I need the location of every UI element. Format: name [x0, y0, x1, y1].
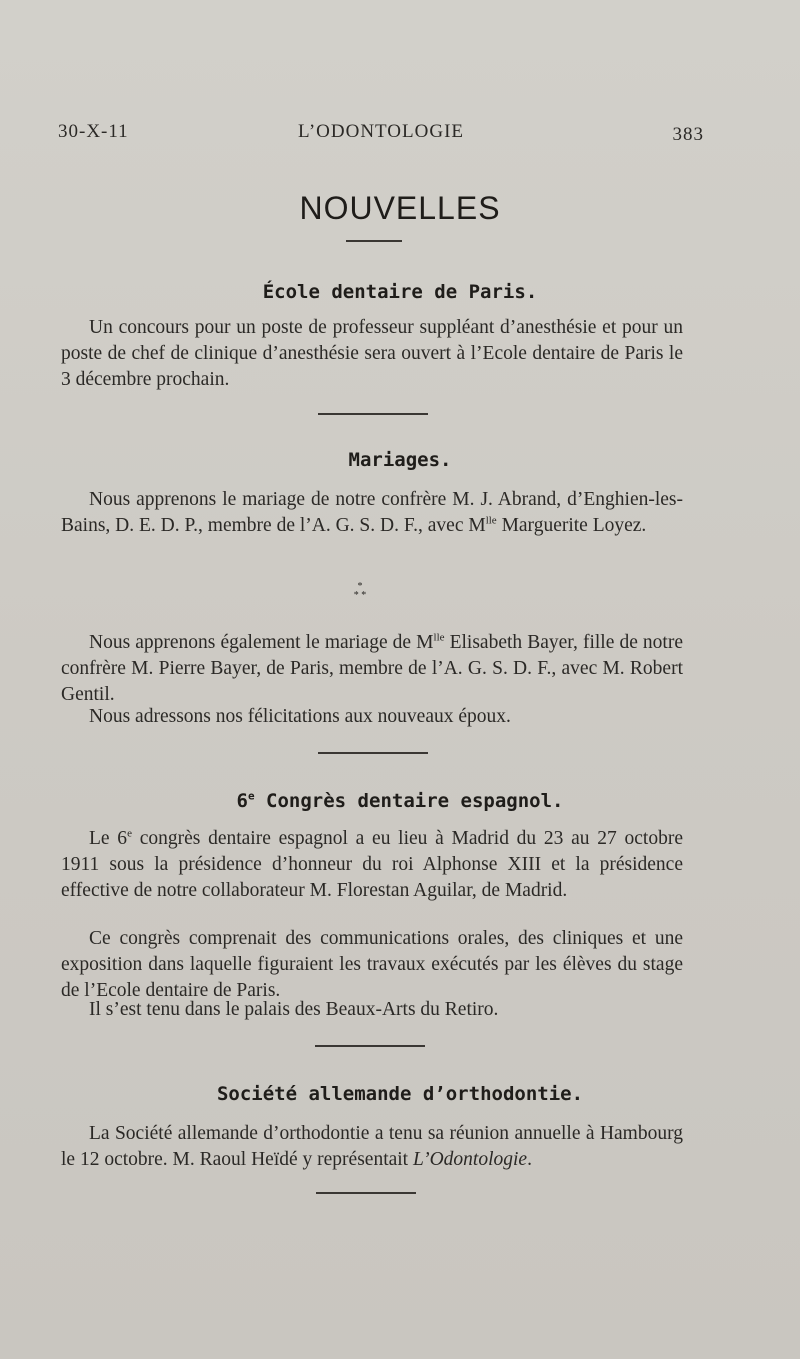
page-title: NOUVELLES [299, 190, 501, 226]
running-header [58, 121, 704, 151]
paragraph-ecole: Un concours pour un poste de professeur suppléant d’anesthésie et pour un poste de chef de clinique d’anesthésie sera ouvert à l’Ecole dentaire de Paris le 3 décembre prochain. [61, 317, 683, 390]
section-title-congres: 6e Congrès dentaire espagnol. [236, 789, 564, 812]
paragraph-felicitations: Nous adressons nos félicitations aux nouveaux époux. [89, 706, 511, 727]
section-title-orthodontie: Société allemande d’orthodontie. [216, 1083, 584, 1105]
section-title-mariages: Mariages. [348, 449, 452, 471]
header-date: 30-X-11 [58, 121, 129, 142]
paragraph-congres-programme: Ce congrès comprenait des communications orales, des cliniques et une exposition dans laquelle figuraient les travaux exécutés par les élèves du stage de l’Ecole dentaire de Paris. [61, 928, 683, 1001]
paragraph-congres-lieu: Le 6e congrès dentaire espagnol a eu lieu à Madrid du 23 au 27 octobre 1911 sous la présidence d’honneur du roi Alphonse XIII et la présidence effective de notre collaborateur M. Florestan Aguilar, de Madrid. [61, 827, 683, 901]
page-number: 383 [672, 124, 704, 145]
paragraph-orthodontie: La Société allemande d’orthodontie a tenu sa réunion annuelle à Hambourg le 12 octobre. M. Raoul Heïdé y représentait L’Odontologie. [61, 1123, 683, 1170]
section-divider-4 [316, 1192, 416, 1194]
header-journal-title: L’ODONTOLOGIE [297, 121, 465, 142]
section-divider-3 [315, 1045, 425, 1047]
title-rule [346, 240, 402, 242]
section-title-ecole: École dentaire de Paris. [262, 281, 538, 303]
asterism: * * * [353, 581, 367, 601]
paragraph-congres-retiro: Il s’est tenu dans le palais des Beaux-Arts du Retiro. [89, 999, 499, 1020]
paragraph-mariage-abrand: Nous apprenons le mariage de notre confrère M. J. Abrand, d’Enghien-les-Bains, D. E. D. P., membre de l’A. G. S. D. F., avec $M^{lle}$ Marguerite Loyez. [61, 489, 683, 536]
section-divider-1 [318, 413, 428, 415]
paragraph-mariage-bayer: Nous apprenons également le mariage de $M^{lle}$ Elisabeth Bayer, fille de notre confrère M. Pierre Bayer, de Paris, membre de l’A. G. S. D. F., avec M. Robert Gentil. [61, 631, 683, 705]
section-divider-2 [318, 752, 428, 754]
